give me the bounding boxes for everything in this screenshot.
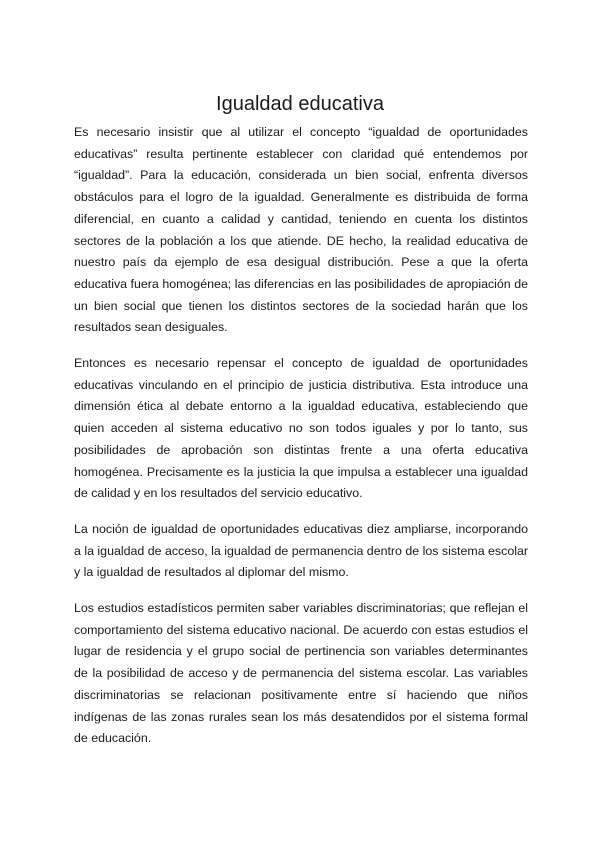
document-body: [74, 122, 528, 764]
document-title: Igualdad educativa: [216, 93, 384, 115]
paragraph-4: Los estudios estadísticos permiten saber variables discriminatorias; que reflejan el comportamiento del sistema educativo nacional. De acuerdo con estas estudios el lugar de residencia y el grupo social de pertinencia son variables determinantes de la posibilidad de acceso y de permanencia del sistema escolar. Las variables discriminatorias se relacionan positivamente entre sí haciendo que niños indígenas de las zonas rurales sean los más desatendidos por el sistema formal de educación.: [74, 601, 528, 746]
paragraph-2: Entonces es necesario repensar el concepto de igualdad de oportunidades educativas vinculando en el principio de justicia distributiva. Esta introduce una dimensión ética al debate entorno a la igualdad educativa, estableciendo que quien acceden al sistema educativo no son todos iguales y por lo tanto, sus posibilidades de aprobación son distintas frente a una oferta educativa homogénea. Precisamente es la justicia la que impulsa a establecer una igualdad de calidad y en los resultados del servicio educativo.: [74, 356, 528, 501]
paragraph-3: La noción de igualdad de oportunidades educativas diez ampliarse, incorporando a la igualdad de acceso, la igualdad de permanencia dentro de los sistema escolar y la igualdad de resultados al diplomar del mismo.: [74, 521, 528, 580]
paragraph-1: Es necesario insistir que al utilizar el concepto “igualdad de oportunidades educativas” resulta pertinente establecer con claridad qué entendemos por “igualdad”. Para la educación, considerada un bien social, enfrenta diversos obstáculos para el logro de la igualdad. Generalmente es distribuida de forma diferencial, en cuanto a calidad y cantidad, teniendo en cuenta los distintos sectores de la población a los que atiende. DE hecho, la realidad educativa de nuestro país da ejemplo de esa desigual distribución. Pese a que la oferta educativa fuera homogénea; las diferencias en las posibilidades de apropiación de un bien social que tienen los distintos sectores de la sociedad harán que los resultados sean desiguales.: [74, 125, 528, 335]
